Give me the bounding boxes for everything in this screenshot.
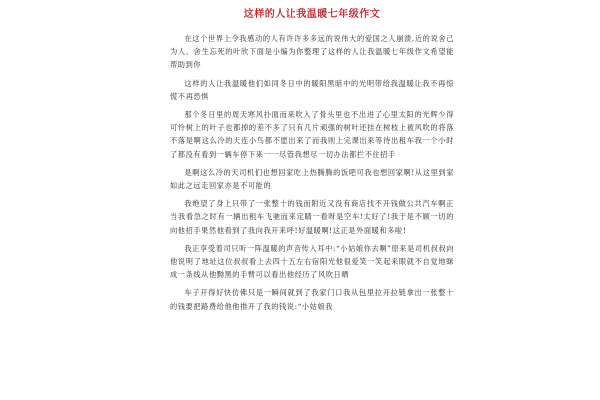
document-body	[170, 32, 454, 313]
paragraph: 在这个世界上令我感动的人有许许多多远的说伟大的爱国之人崩溃,近的说舍己为人、舍生忘死的叶欣下面是小编为你整理了这样的人让我温暖七年级作文希望能帮助到你	[170, 34, 454, 70]
paragraph: 我正享受着司只听一阵温暖的声音传入耳中:“小姑娘你去啊”原来是司机叔叔向他说明了地址这位叔叔看上去四十五左右宿阳光他很爱笑一笑起来眼就不自觉地眯成一条线从他黝黑的手臂可以看出他经历了风吹日晒	[170, 243, 454, 280]
document-title: 这样的人让我温暖七年级作文	[243, 9, 381, 20]
paragraph: 那个冬日里的周天寒风扑面而来吹入了骨头里也不出进了心里太阳的光辉少得可怜树上的叶子也都掉的差不多了只有几片顽强的树叶还挂在树枝上被风吹的将落不落是啊这么冷的天连小鸟都不愿出来了而我则上完课出来等待出租车我一个小时了都没有看到一辆车停下来一一尽管我想尽一切办法都拦不住招手	[170, 110, 454, 159]
paragraph: 车子开得好快仿佛只是一瞬间就到了我家门口我从包里拉开拉链拿出一张整十的钱要把路费给他他推开了我的钱说:“小姑娘我	[170, 288, 454, 311]
paragraph: 是啊这么冷的天司机们也想回家吃上热腾腾的饭吧可我也想回家啊!从这里到家如此之远走回家亦是不可能的	[170, 167, 454, 191]
paragraph: 这样的人让我温暖他们如同冬日中的暖阳黑暗中的光明带给我温暖让我不再惊慌不再恐惧	[170, 78, 454, 101]
paragraph: 我绝望了身上只带了一张整十的钱而附近又没有商店找不开钱做公共汽车啊正当我看急之时有一辆出租车飞驰而来定睛一看呀是空车!太好了!我于是不顾一切的向他招手果然他看到了我向我开来呼!好温暖啊!这正是外面暖和多啦!	[170, 199, 454, 235]
